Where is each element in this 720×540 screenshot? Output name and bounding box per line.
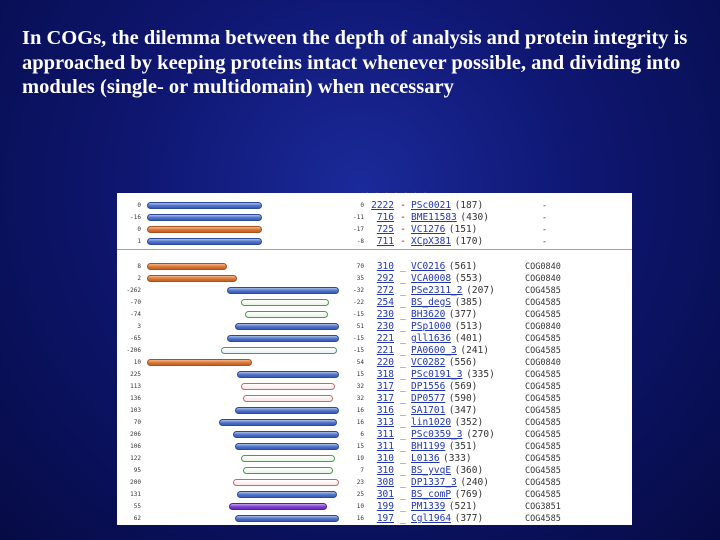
- end-offset: 32: [356, 395, 364, 402]
- score-link[interactable]: 254: [376, 297, 394, 308]
- alignment-screenshot-panel: [117, 188, 632, 525]
- start-offset: 225: [130, 371, 141, 378]
- gene-link[interactable]: VC1276: [411, 224, 446, 235]
- row-marker: _: [400, 357, 406, 368]
- row-marker: _: [400, 309, 406, 320]
- table-row: [117, 381, 632, 393]
- protein-length: (347): [448, 405, 478, 416]
- start-offset: -70: [130, 299, 141, 306]
- cog-id: COG3851: [525, 502, 561, 512]
- end-offset: -15: [353, 311, 364, 318]
- alignment-bar: [243, 395, 333, 402]
- gene-link[interactable]: PSp1000: [411, 321, 452, 332]
- protein-length: (401): [454, 333, 484, 344]
- end-offset: 6: [360, 431, 364, 438]
- alignment-bar: [147, 214, 262, 221]
- alignment-bar: [241, 455, 335, 462]
- cog-id: COG4585: [525, 370, 561, 380]
- row-marker: _: [400, 285, 406, 296]
- alignment-bar: [147, 226, 262, 233]
- row-marker: _: [400, 501, 406, 512]
- start-offset: 10: [133, 359, 141, 366]
- start-offset: 103: [130, 407, 141, 414]
- table-row: [117, 224, 632, 236]
- score-link[interactable]: 725: [376, 224, 394, 235]
- table-row: [117, 429, 632, 441]
- start-offset: -74: [130, 311, 141, 318]
- protein-length: (335): [466, 369, 495, 380]
- protein-length: (590): [448, 393, 478, 404]
- alignment-bar: [147, 359, 252, 366]
- start-offset: 0: [137, 226, 141, 233]
- gene-link[interactable]: VCA0008: [411, 273, 452, 284]
- table-row: [117, 261, 632, 273]
- alignment-bar: [233, 479, 339, 486]
- score-link[interactable]: 230: [376, 309, 394, 320]
- table-row: [117, 465, 632, 477]
- cog-id: COG4585: [525, 382, 561, 392]
- end-offset: -15: [353, 347, 364, 354]
- alignment-bar: [243, 467, 333, 474]
- table-row: [117, 345, 632, 357]
- cog-id: COG0840: [525, 358, 561, 368]
- cog-id: -: [542, 201, 548, 211]
- table-row: [117, 297, 632, 309]
- protein-length: (170): [454, 236, 484, 247]
- row-marker: _: [400, 417, 406, 428]
- score-link[interactable]: 316: [376, 405, 394, 416]
- clipped-header: · · · · · · ·: [365, 188, 428, 197]
- gene-link[interactable]: DP1337_3: [411, 477, 457, 488]
- alignment-bar: [235, 323, 339, 330]
- table-row: [117, 501, 632, 513]
- gene-link[interactable]: DP1556: [411, 381, 446, 392]
- score-link[interactable]: 317: [376, 393, 394, 404]
- end-offset: 19: [356, 455, 364, 462]
- row-marker: _: [400, 381, 406, 392]
- protein-length: (270): [466, 429, 495, 440]
- protein-length: (430): [460, 212, 489, 223]
- end-offset: 0: [360, 202, 364, 209]
- alignment-bar: [147, 238, 262, 245]
- cog-id: COG4585: [525, 334, 561, 344]
- start-offset: 122: [130, 455, 141, 462]
- slide-title: In COGs, the dilemma between the depth of analysis and protein integrity is approached by keeping proteins intact whenever possible, and dividing into modules (single- or multidomain) when necessary: [22, 27, 688, 98]
- end-offset: 23: [356, 479, 364, 486]
- end-offset: -32: [353, 287, 364, 294]
- end-offset: 16: [356, 515, 364, 522]
- end-offset: -17: [353, 226, 364, 233]
- end-offset: -15: [353, 335, 364, 342]
- end-offset: -8: [356, 238, 364, 245]
- cog-id: COG4585: [525, 394, 561, 404]
- start-offset: 70: [133, 419, 141, 426]
- alignment-bar: [235, 407, 339, 414]
- table-row: [117, 489, 632, 501]
- row-marker: _: [400, 393, 406, 404]
- end-offset: 16: [356, 419, 364, 426]
- table-row: [117, 309, 632, 321]
- cog-id: COG4585: [525, 430, 561, 440]
- protein-length: (769): [454, 489, 484, 500]
- row-marker: _: [400, 261, 406, 272]
- score-link[interactable]: 317: [376, 381, 394, 392]
- alignment-bar: [147, 275, 237, 282]
- start-offset: 106: [130, 443, 141, 450]
- row-marker: -: [400, 236, 406, 247]
- start-offset: 113: [130, 383, 141, 390]
- gene-link[interactable]: BH3620: [411, 309, 446, 320]
- row-marker: _: [400, 429, 406, 440]
- cog-id: COG0840: [525, 322, 561, 332]
- table-row: [117, 285, 632, 297]
- gene-link[interactable]: PSc0191_3: [411, 369, 463, 380]
- protein-length: (556): [448, 357, 478, 368]
- protein-length: (240): [460, 477, 489, 488]
- row-marker: _: [400, 405, 406, 416]
- gene-link[interactable]: Cgl1964: [411, 513, 452, 524]
- start-offset: -206: [126, 347, 141, 354]
- start-offset: 0: [137, 202, 141, 209]
- protein-length: (521): [448, 501, 478, 512]
- start-offset: 136: [130, 395, 141, 402]
- cog-id: COG4585: [525, 490, 561, 500]
- gene-link[interactable]: BS_degS: [411, 297, 452, 308]
- alignment-bar: [227, 287, 339, 294]
- alignment-bar: [221, 347, 337, 354]
- score-link[interactable]: 2222: [371, 200, 394, 211]
- alignment-bar: [147, 263, 227, 270]
- table-row: [117, 200, 632, 212]
- gene-link[interactable]: XCpX381: [411, 236, 452, 247]
- score-link[interactable]: 292: [376, 273, 394, 284]
- end-offset: 35: [356, 275, 364, 282]
- start-offset: 206: [130, 431, 141, 438]
- alignment-bar: [235, 443, 339, 450]
- protein-length: (553): [454, 273, 484, 284]
- score-link[interactable]: 230: [376, 321, 394, 332]
- alignment-bar: [219, 419, 337, 426]
- row-marker: _: [400, 441, 406, 452]
- table-row: [117, 273, 632, 285]
- score-link[interactable]: 197: [376, 513, 394, 524]
- cog-id: COG4585: [525, 454, 561, 464]
- row-marker: _: [400, 321, 406, 332]
- table-row: [117, 477, 632, 489]
- gene-link[interactable]: VC0216: [411, 261, 446, 272]
- gene-link[interactable]: PM1339: [411, 501, 446, 512]
- alignment-bar: [245, 311, 328, 318]
- score-link[interactable]: 199: [376, 501, 394, 512]
- start-offset: -65: [130, 335, 141, 342]
- end-offset: 54: [356, 359, 364, 366]
- cog-id: COG4585: [525, 286, 561, 296]
- cog-id: COG0840: [525, 274, 561, 284]
- protein-length: (207): [466, 285, 495, 296]
- row-marker: _: [400, 333, 406, 344]
- row-marker: _: [400, 489, 406, 500]
- table-row: [117, 417, 632, 429]
- gene-link[interactable]: PSc0021: [411, 200, 452, 211]
- score-link[interactable]: 311: [376, 441, 394, 452]
- row-marker: _: [400, 453, 406, 464]
- score-link[interactable]: 310: [376, 465, 394, 476]
- score-link[interactable]: 221: [376, 333, 394, 344]
- cog-id: COG0840: [525, 262, 561, 272]
- score-link[interactable]: 711: [376, 236, 394, 247]
- row-marker: _: [400, 369, 406, 380]
- cog-id: -: [542, 237, 548, 247]
- start-offset: 8: [137, 263, 141, 270]
- end-offset: 15: [356, 371, 364, 378]
- protein-length: (187): [454, 200, 484, 211]
- alignment-bar: [237, 371, 339, 378]
- score-link[interactable]: 272: [376, 285, 394, 296]
- alignment-bar: [241, 299, 329, 306]
- table-row: [117, 393, 632, 405]
- protein-length: (513): [454, 321, 484, 332]
- end-offset: 7: [360, 467, 364, 474]
- start-offset: 1: [137, 238, 141, 245]
- gene-link[interactable]: gll1636: [411, 333, 452, 344]
- end-offset: 10: [356, 503, 364, 510]
- score-link[interactable]: 313: [376, 417, 394, 428]
- table-row: [117, 441, 632, 453]
- table-row: [117, 405, 632, 417]
- row-marker: _: [400, 273, 406, 284]
- cog-id: COG4585: [525, 418, 561, 428]
- table-row: [117, 321, 632, 333]
- end-offset: 32: [356, 383, 364, 390]
- start-offset: 62: [133, 515, 141, 522]
- gene-link[interactable]: DP0577: [411, 393, 446, 404]
- protein-length: (360): [454, 465, 484, 476]
- row-marker: -: [400, 224, 406, 235]
- cog-id: COG4585: [525, 478, 561, 488]
- cog-id: COG4585: [525, 442, 561, 452]
- alignment-bar: [227, 335, 339, 342]
- row-marker: -: [400, 200, 406, 211]
- table-row: [117, 357, 632, 369]
- alignment-bar: [147, 202, 262, 209]
- cog-id: -: [542, 213, 548, 223]
- protein-length: (561): [448, 261, 478, 272]
- end-offset: 70: [356, 263, 364, 270]
- start-offset: -16: [130, 214, 141, 221]
- protein-length: (352): [454, 417, 484, 428]
- protein-length: (377): [448, 309, 478, 320]
- gene-link[interactable]: BS_yvqE: [411, 465, 452, 476]
- gene-link[interactable]: lin1020: [411, 417, 452, 428]
- score-link[interactable]: 308: [376, 477, 394, 488]
- cog-id: COG4585: [525, 406, 561, 416]
- score-link[interactable]: 716: [376, 212, 394, 223]
- gene-link[interactable]: L0136: [411, 453, 440, 464]
- score-link[interactable]: 220: [376, 357, 394, 368]
- end-offset: 51: [356, 323, 364, 330]
- gene-link[interactable]: PSe2311_2: [411, 285, 463, 296]
- group-separator: [117, 249, 632, 250]
- end-offset: 16: [356, 407, 364, 414]
- end-offset: -22: [353, 299, 364, 306]
- table-row: [117, 236, 632, 248]
- score-link[interactable]: 311: [376, 429, 394, 440]
- start-offset: -262: [126, 287, 141, 294]
- score-link[interactable]: 221: [376, 345, 394, 356]
- alignment-bar: [235, 515, 339, 522]
- cog-id: COG4585: [525, 346, 561, 356]
- score-link[interactable]: 318: [376, 369, 394, 380]
- row-marker: _: [400, 465, 406, 476]
- protein-length: (385): [454, 297, 484, 308]
- protein-length: (377): [454, 513, 484, 524]
- end-offset: -11: [353, 214, 364, 221]
- cog-id: -: [542, 225, 548, 235]
- row-marker: _: [400, 345, 406, 356]
- table-row: [117, 212, 632, 224]
- gene-link[interactable]: SA1701: [411, 405, 446, 416]
- start-offset: 2: [137, 275, 141, 282]
- end-offset: 25: [356, 491, 364, 498]
- protein-length: (569): [448, 381, 478, 392]
- cog-id: COG4585: [525, 298, 561, 308]
- alignment-bar: [233, 431, 339, 438]
- end-offset: 15: [356, 443, 364, 450]
- gene-link[interactable]: PSc0359_3: [411, 429, 463, 440]
- alignment-bar: [237, 491, 337, 498]
- row-marker: _: [400, 513, 406, 524]
- cog-id: COG4585: [525, 514, 561, 524]
- alignment-bar: [229, 503, 327, 510]
- start-offset: 55: [133, 503, 141, 510]
- protein-length: (333): [443, 453, 472, 464]
- row-marker: _: [400, 297, 406, 308]
- table-row: [117, 369, 632, 381]
- start-offset: 131: [130, 491, 141, 498]
- gene-link[interactable]: BME11583: [411, 212, 457, 223]
- start-offset: 95: [133, 467, 141, 474]
- cog-id: COG4585: [525, 466, 561, 476]
- gene-link[interactable]: PA0600_3: [411, 345, 457, 356]
- start-offset: 200: [130, 479, 141, 486]
- score-link[interactable]: 310: [376, 453, 394, 464]
- score-link[interactable]: 310: [376, 261, 394, 272]
- table-row: [117, 333, 632, 345]
- gene-link[interactable]: VC0282: [411, 357, 446, 368]
- gene-link[interactable]: BS_comP: [411, 489, 452, 500]
- protein-length: (241): [460, 345, 489, 356]
- cog-id: COG4585: [525, 310, 561, 320]
- table-row: [117, 453, 632, 465]
- table-row: [117, 513, 632, 525]
- alignment-bar: [241, 383, 335, 390]
- row-marker: _: [400, 477, 406, 488]
- start-offset: 3: [137, 323, 141, 330]
- protein-length: (351): [448, 441, 478, 452]
- row-marker: -: [400, 212, 406, 223]
- score-link[interactable]: 301: [376, 489, 394, 500]
- protein-length: (151): [448, 224, 478, 235]
- gene-link[interactable]: BH1199: [411, 441, 446, 452]
